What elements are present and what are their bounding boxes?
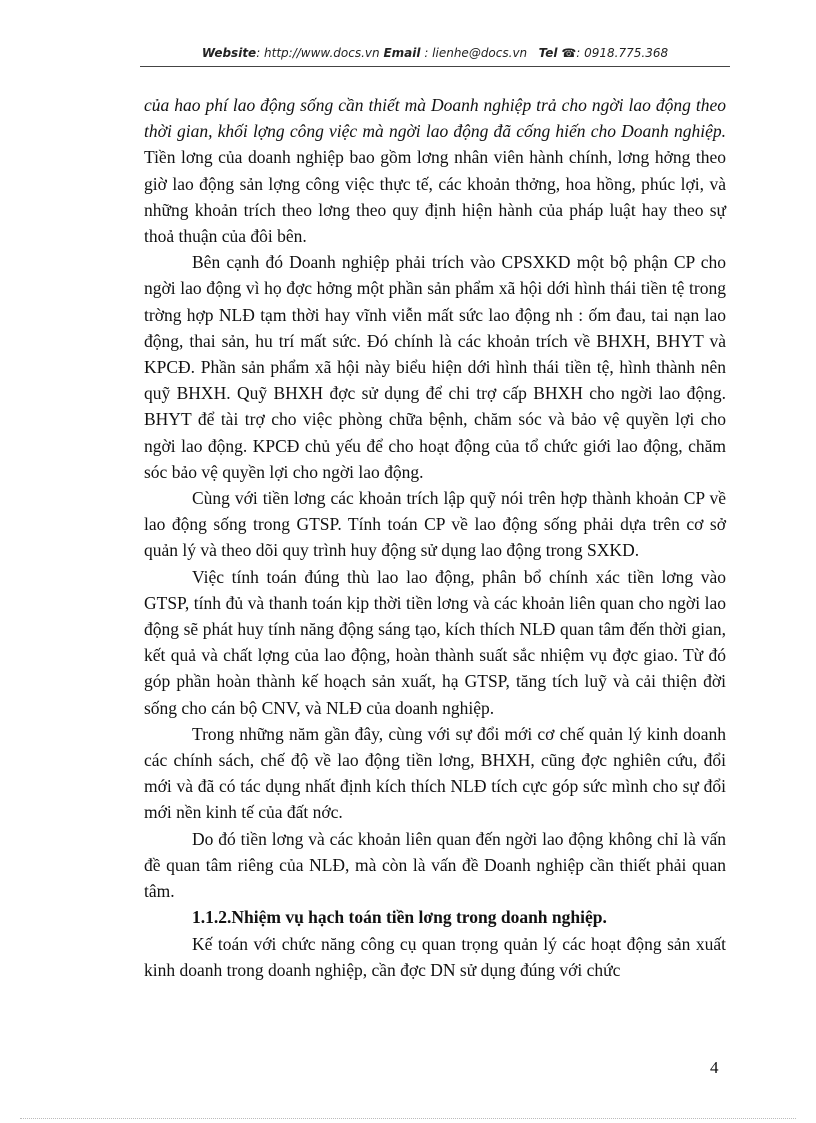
email-label: Email	[383, 46, 421, 60]
body-text	[144, 92, 726, 983]
paragraph-5: Trong những năm gần đây, cùng với sự đổi mới cơ chế quản lý kinh doanh các chính sách, chế độ về lao động tiền lơng, BHXH, cũng đợc nghiên cứu, đổi mới và đã có tác dụng nhất định kích thích NLĐ tích cực góp sức mình cho sự đổi mới nền kinh tế của đất nớc.	[144, 723, 726, 823]
page-header	[140, 46, 730, 60]
paragraph-1	[144, 92, 726, 249]
paragraph-4: Việc tính toán đúng thù lao lao động, phân bổ chính xác tiền lơng vào GTSP, tính đủ và thanh toán kịp thời tiền lơng và các khoản liên quan cho ngời lao động sẽ phát huy tính năng động sáng tạo, kích thích NLĐ quan tâm đến thời gian, kết quả và chất lợng của lao động, hoàn thành suất sắc nhiệm vụ đợc giao. Từ đó góp phần hoàn thành kế hoạch sản xuất, hạ GTSP, tăng tích luỹ và cải thiện đời sống cho cán bộ CNV, và NLĐ của doanh nghiệp.	[144, 566, 726, 718]
website-value: : http://www.docs.vn	[256, 46, 380, 60]
paragraph-2: Bên cạnh đó Doanh nghiệp phải trích vào CPSXKD một bộ phận CP cho ngời lao động vì họ đợc hởng một phần sản phẩm xã hội dới hình thái tiền tệ trong trờng hợp NLĐ tạm thời hay vĩnh viễn mất sức lao động nh : ốm đau, tai nạn lao động, thai sản, hu trí mất sức. Đó chính là các khoản trích về BHXH, BHYT và KPCĐ. Phần sản phẩm xã hội này biểu hiện dới hình thái tiền tệ, hình thành nên quỹ BHXH. Quỹ BHXH đợc sử dụng để chi trợ cấp BHXH cho ngời lao động. BHYT để tài trợ cho việc phòng chữa bệnh, chăm sóc và bảo vệ quyền lợi cho ngời lao động. KPCĐ chủ yếu để cho hoạt động của tổ chức giới lao động, chăm sóc bảo vệ quyền lợi cho ngời lao động.	[144, 252, 726, 482]
paragraph-1-italic: của hao phí lao động sống cần thiết mà Doanh nghiệp trả cho ngời lao động theo thời gian, khối lợng công việc mà ngời lao động đã cống hiến cho Doanh nghiệp.	[144, 95, 726, 142]
email-value: : lienhe@docs.vn	[420, 46, 528, 60]
paragraph-7: Kế toán với chức năng công cụ quan trọng quản lý các hoạt động sản xuất kinh doanh trong doanh nghiệp, cần đợc DN sử dụng đúng với chức	[144, 933, 726, 980]
paragraph-3: Cùng với tiền lơng các khoản trích lập quỹ nói trên hợp thành khoản CP về lao động sống trong GTSP. Tính toán CP về lao động sống phải dựa trên cơ sở quản lý và theo dõi quy trình huy động sử dụng lao động trong SXKD.	[144, 488, 726, 561]
phone-icon: ☎	[561, 46, 577, 60]
paragraph-6: Do đó tiền lơng và các khoản liên quan đến ngời lao động không chỉ là vấn đề quan tâm riêng của NLĐ, mà còn là vấn đề Doanh nghiệp cần thiết phải quan tâm.	[144, 828, 726, 902]
paragraph-1-rest: Tiền lơng của doanh nghiệp bao gồm lơng nhân viên hành chính, lơng hởng theo giờ lao động sản lợng công việc thực tế, các khoản thởng, hoa hồng, phúc lợi, và những khoản trích theo lơng theo quy định hiện hành của pháp luật hay theo sự thoả thuận của đôi bên.	[144, 147, 726, 247]
footer-divider	[20, 1118, 796, 1119]
header-divider	[140, 66, 730, 67]
website-label: Website	[201, 46, 257, 60]
page-number: 4	[710, 1058, 719, 1077]
section-heading: 1.1.2.Nhiệm vụ hạch toán tiền lơng trong doanh nghiệp.	[192, 907, 607, 928]
tel-value: : 0918.775.368	[576, 46, 669, 60]
tel-label: Tel	[538, 46, 558, 60]
